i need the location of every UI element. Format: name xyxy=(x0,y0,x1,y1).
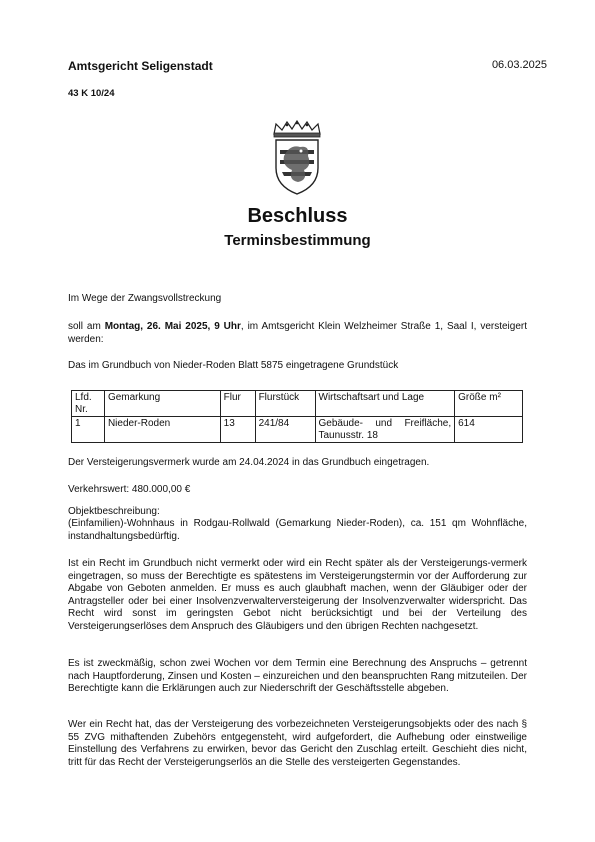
document-date: 06.03.2025 xyxy=(491,59,547,71)
cell-groesse: 614 xyxy=(455,417,523,443)
header-flur: Flur xyxy=(220,391,255,417)
object-description-label: Objektbeschreibung: xyxy=(68,506,160,517)
paragraph-rights-registration: Ist ein Recht im Grundbuch nicht vermerkt oder wird ein Recht später als der Versteigerungs-vermerk eingetragen, so muss der Berechtigte es spätestens im Versteigerungstermin vor der Aufforderung zur Abgabe von Geboten anmelden. Er muss es auch glaubhaft machen, wenn der Gläubiger oder der Antragsteller oder bei einer Insolvenzverwalterversteigerung der Insolvenzverwalter widerspricht. Das Recht wird sonst im geringsten Gebot nicht berücksichtigt und bei der Verteilung des Versteigerungserlöses dem Anspruch des Gläubigers und den übrigen Rechten nachgesetzt. xyxy=(68,558,527,632)
header-gemarkung: Gemarkung xyxy=(104,391,220,417)
cell-gemarkung: Nieder-Roden xyxy=(104,417,220,443)
header-groesse: Größe m² xyxy=(455,391,523,417)
paragraph-claim-calculation: Es ist zweckmäßig, schon zwei Wochen vor dem Termin eine Berechnung des Anspruchs – getrennt nach Hauptforderung, Zinsen und Kosten – einzureichen und den beanspruchten Rang mitzuteilen. Der Berechtigte kann die Erklärungen auch zur Niederschrift der Geschäftsstelle abgeben. xyxy=(68,658,527,694)
cell-wirtschaftsart: Gebäude- und Freifläche, Taunusstr. 18 xyxy=(315,417,455,443)
intro-text: Im Wege der Zwangsvollstreckung xyxy=(68,293,222,304)
table-row xyxy=(72,417,523,443)
market-value: Verkehrswert: 480.000,00 € xyxy=(68,484,191,495)
paragraph-objection-rights: Wer ein Recht hat, das der Versteigerung des vorbezeichneten Versteigerungsobjekts oder des nach § 55 ZVG mithaftenden Zubehörs entgegensteht, wird aufgefordert, die Aufhebung oder einstweilige Einstellung des Verfahrens zu erwirken, bevor das Gericht den Zuschlag erteilt. Geschieht dies nicht, tritt für das Recht der Versteigerungserlös an die Stelle des versteigerten Gegenstandes. xyxy=(68,719,527,768)
table-header-row xyxy=(72,391,523,417)
coat-of-arms-icon xyxy=(268,120,326,196)
appointment-prefix: soll am xyxy=(68,321,105,332)
header-flurstueck: Flurstück xyxy=(255,391,315,417)
appointment-suffix: , im Amtsgericht Klein Welzheimer Straße 1, Saal I, versteigert werden: xyxy=(68,321,528,345)
appointment-datetime: Montag, 26. Mai 2025, 9 Uhr xyxy=(104,321,241,332)
object-description-text: (Einfamilien)-Wohnhaus in Rodgau-Rollwald (Gemarkung Nieder-Roden), ca. 151 qm Wohnfläche, instandhaltungsbedürftig. xyxy=(68,518,527,542)
header-wirtschaftsart: Wirtschaftsart und Lage xyxy=(315,391,455,417)
document-title: Beschluss xyxy=(247,205,348,227)
document-subtitle: Terminsbestimmung xyxy=(224,232,371,249)
appointment-text xyxy=(68,321,527,346)
header-lfd-nr: Lfd. Nr. xyxy=(72,391,105,417)
property-table xyxy=(71,390,523,443)
court-name: Amtsgericht Seligenstadt xyxy=(68,59,213,73)
property-intro: Das im Grundbuch von Nieder-Roden Blatt 5875 eingetragene Grundstück xyxy=(68,360,399,371)
cell-lfd-nr: 1 xyxy=(72,417,105,443)
cell-flurstueck: 241/84 xyxy=(255,417,315,443)
file-number: 43 K 10/24 xyxy=(68,88,115,99)
cell-flur: 13 xyxy=(220,417,255,443)
registration-note: Der Versteigerungsvermerk wurde am 24.04.2024 in das Grundbuch eingetragen. xyxy=(68,457,430,468)
